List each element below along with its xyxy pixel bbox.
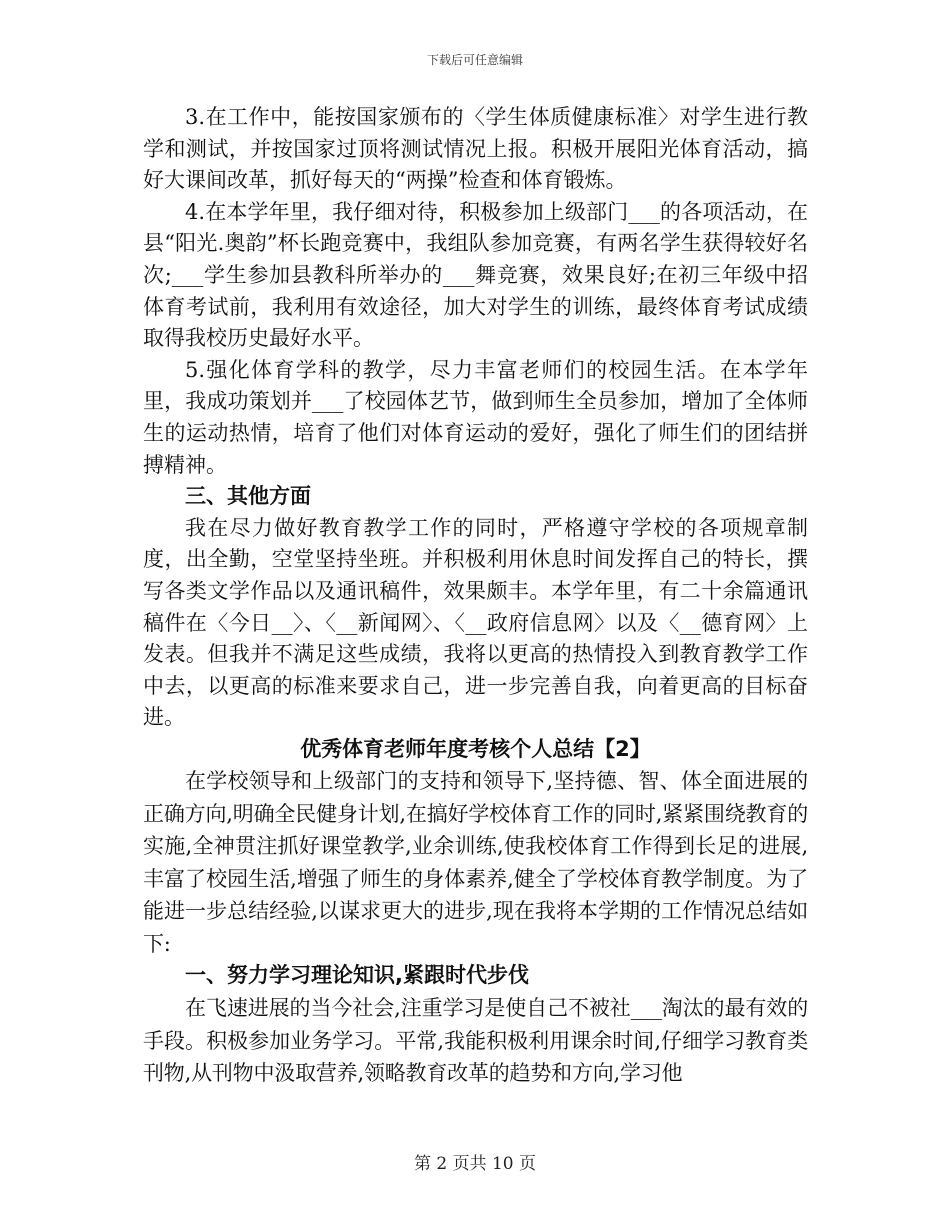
paragraph-item-5: 5.强化体育学科的教学，尽力丰富老师们的校园生活。在本学年里，我成功策划并___了校园体艺节，做到师生全员参加，增加了全体师生的运动热情，培育了他们对体育运动的爱好，强化了师生们的团结拼搏精神。 — [143, 357, 808, 477]
page-footer: 第 2 页共 10 页 — [413, 1154, 537, 1174]
document-body — [143, 102, 808, 1090]
paragraph-item-4: 4.在本学年里，我仔细对待，积极参加上级部门___的各项活动，在县“阳光.奥韵”杯长跑竞赛中，我组队参加竞赛，有两名学生获得较好名次;___学生参加县教科所举办的___舞竞赛，效果良好;在初三年级中招体育考试前，我利用有效途径，加大对学生的训练，最终体育考试成绩取得我校历史最好水平。 — [143, 199, 808, 351]
page-header: 下载后可任意编辑 — [426, 53, 523, 67]
paragraph-item-3: 3.在工作中，能按国家颁布的〈学生体质健康标准〉对学生进行教学和测试，并按国家过顶将测试情况上报。积极开展阳光体育活动，搞好大课间改革，抓好每天的“两操”检查和体育锻炼。 — [143, 105, 808, 193]
heading-study-theory: 一、努力学习理论知识,紧跟时代步伐 — [185, 963, 529, 988]
section-title: 优秀体育老师年度考核个人总结【2】 — [300, 736, 651, 761]
heading-other-aspects: 三、其他方面 — [185, 484, 311, 509]
paragraph-intro: 在学校领导和上级部门的支持和领导下,坚持德、智、体全面进展的正确方向,明确全民健身计划,在搞好学校体育工作的同时,紧紧围绕教育的实施,全神贯注抓好课堂教学,业余训练,使我校体育工作得到长足的进展,丰富了校园生活,增强了师生的身体素养,健全了学校体育教学制度。为了能进一步总结经验,以谋求更大的进步,现在我将本学期的工作情况总结如下: — [143, 769, 808, 956]
paragraph-study-theory: 在飞速进展的当今社会,注重学习是使自己不被社___淘汰的最有效的手段。积极参加业务学习。平常,我能积极利用课余时间,仔细学习教育类刊物,从刊物中汲取营养,领略教育改革的趋势和方向,学习他 — [143, 996, 808, 1086]
paragraph-other-aspects: 我在尽力做好教育教学工作的同时，严格遵守学校的各项规章制度，出全勤，空堂坚持坐班。并积极利用休息时间发挥自己的特长，撰写各类文学作品以及通讯稿件，效果颇丰。本学年里，有二十余篇通讯稿件在〈今日__〉、〈__新闻网〉、〈__政府信息网〉以及〈__德育网〉上发表。但我并不满足这些成绩，我将以更高的热情投入到教育教学工作中去，以更高的标准来要求自己，进一步完善自我，向着更高的目标奋进。 — [143, 515, 808, 730]
